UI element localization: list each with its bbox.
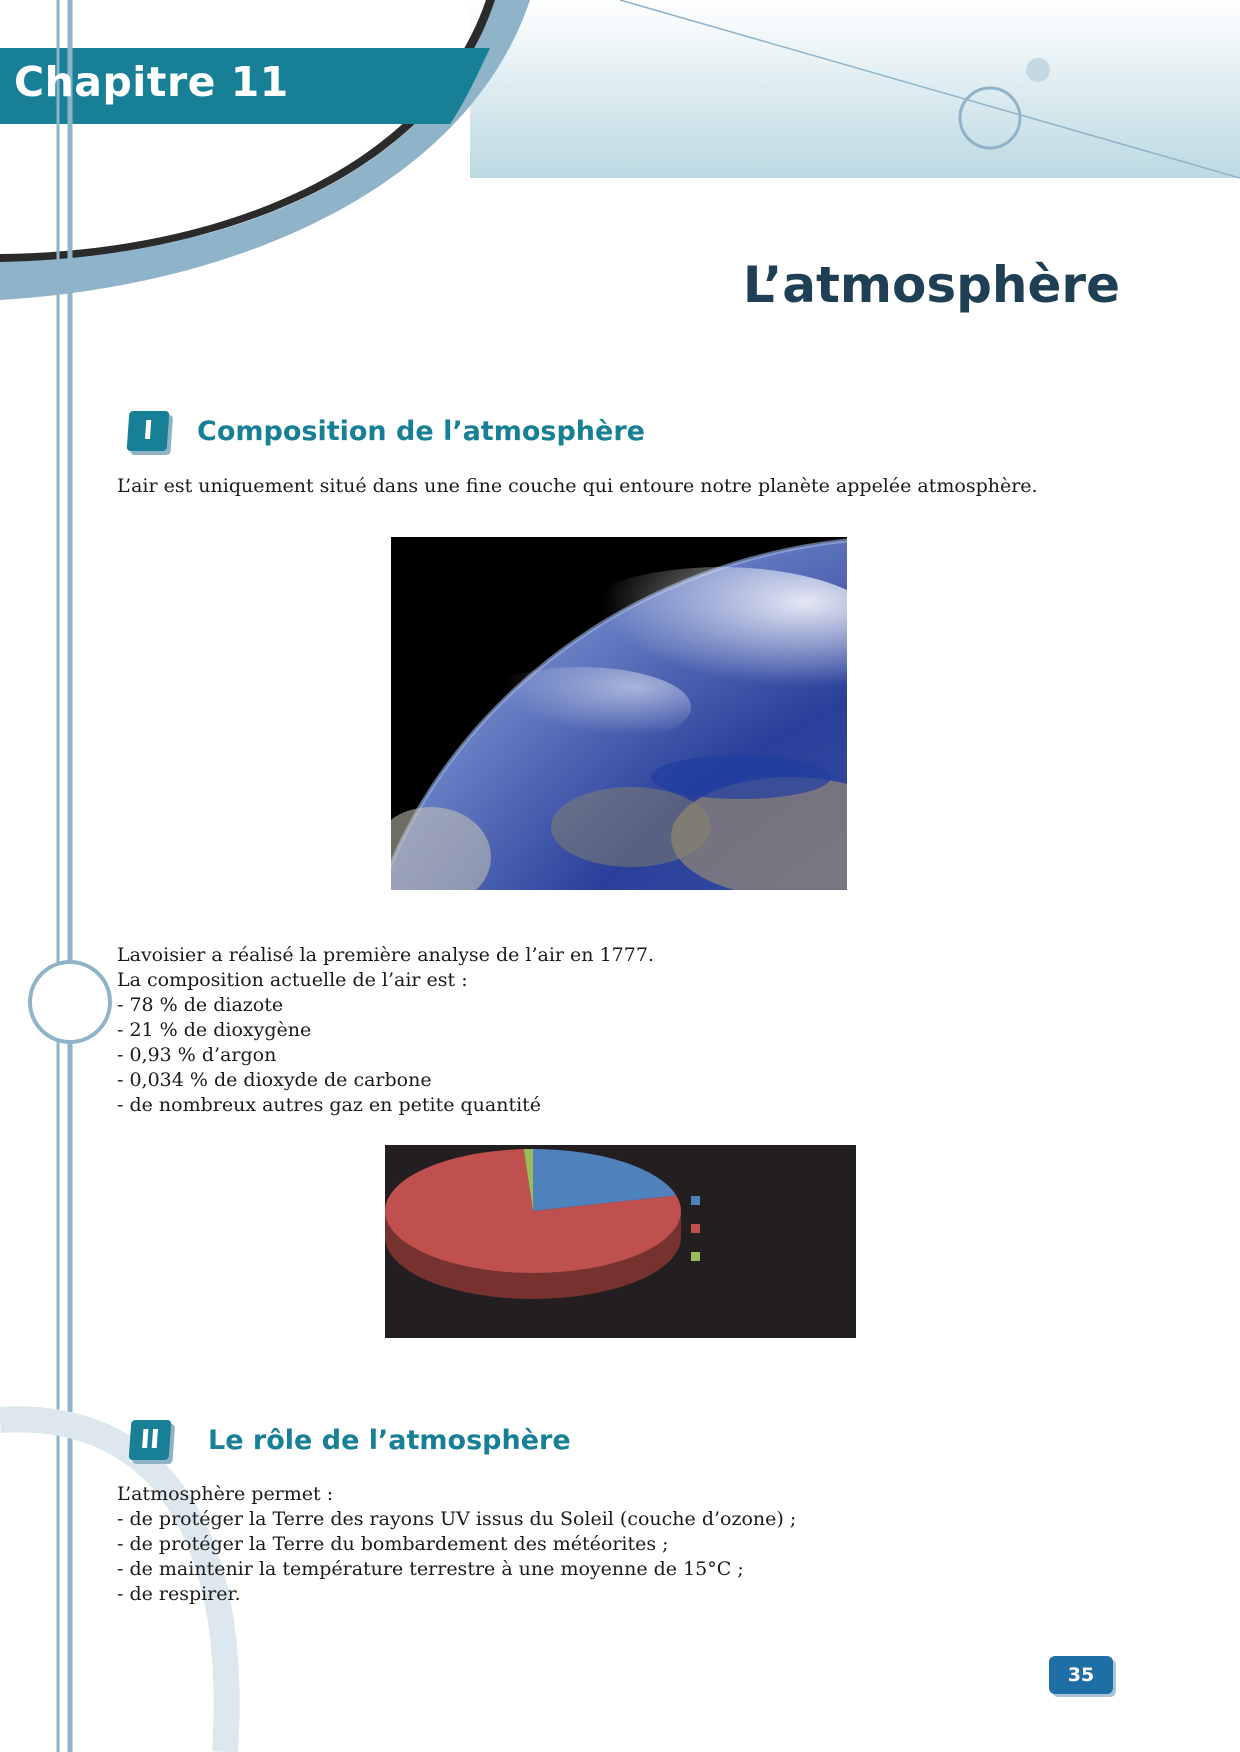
page-title: L’atmosphère — [742, 256, 1120, 314]
list-item: - de protéger la Terre du bombardement des météorites ; — [117, 1533, 669, 1555]
header-decoration — [0, 0, 1240, 300]
earth-photo — [391, 537, 847, 890]
legend-marker-0 — [691, 1196, 700, 1205]
legend-marker-1 — [691, 1224, 700, 1233]
list-item: - de protéger la Terre des rayons UV issus du Soleil (couche d’ozone) ; — [117, 1508, 797, 1530]
list-item: - 0,034 % de dioxyde de carbone — [117, 1069, 432, 1091]
section-heading: Composition de l’atmosphère — [197, 416, 645, 447]
section-number-badge: I — [127, 411, 170, 451]
page-number: 35 — [1049, 1656, 1113, 1694]
list-item: - de maintenir la température terrestre à une moyenne de 15°C ; — [117, 1558, 744, 1580]
composition-intro: La composition actuelle de l’air est : — [117, 969, 468, 991]
lavoisier-paragraph: Lavoisier a réalisé la première analyse de l’air en 1777. — [117, 944, 654, 966]
list-item: - 78 % de diazote — [117, 994, 284, 1016]
list-item: - de respirer. — [117, 1583, 241, 1605]
section-heading: Le rôle de l’atmosphère — [208, 1425, 571, 1456]
role-intro: L’atmosphère permet : — [117, 1483, 334, 1505]
role-list — [117, 1507, 796, 1607]
section-number-badge: II — [129, 1420, 172, 1460]
composition-list — [117, 993, 541, 1118]
intro-paragraph: L’air est uniquement situé dans une fine couche qui entoure notre planète appelée atmosphère. — [117, 475, 1038, 497]
air-composition-pie-chart — [385, 1145, 856, 1338]
list-item: - 21 % de dioxygène — [117, 1019, 312, 1041]
list-item: - 0,93 % d’argon — [117, 1044, 277, 1066]
chapter-label: Chapitre 11 — [14, 58, 289, 106]
list-item: - de nombreux autres gaz en petite quantité — [117, 1094, 542, 1116]
legend-marker-2 — [691, 1252, 700, 1261]
